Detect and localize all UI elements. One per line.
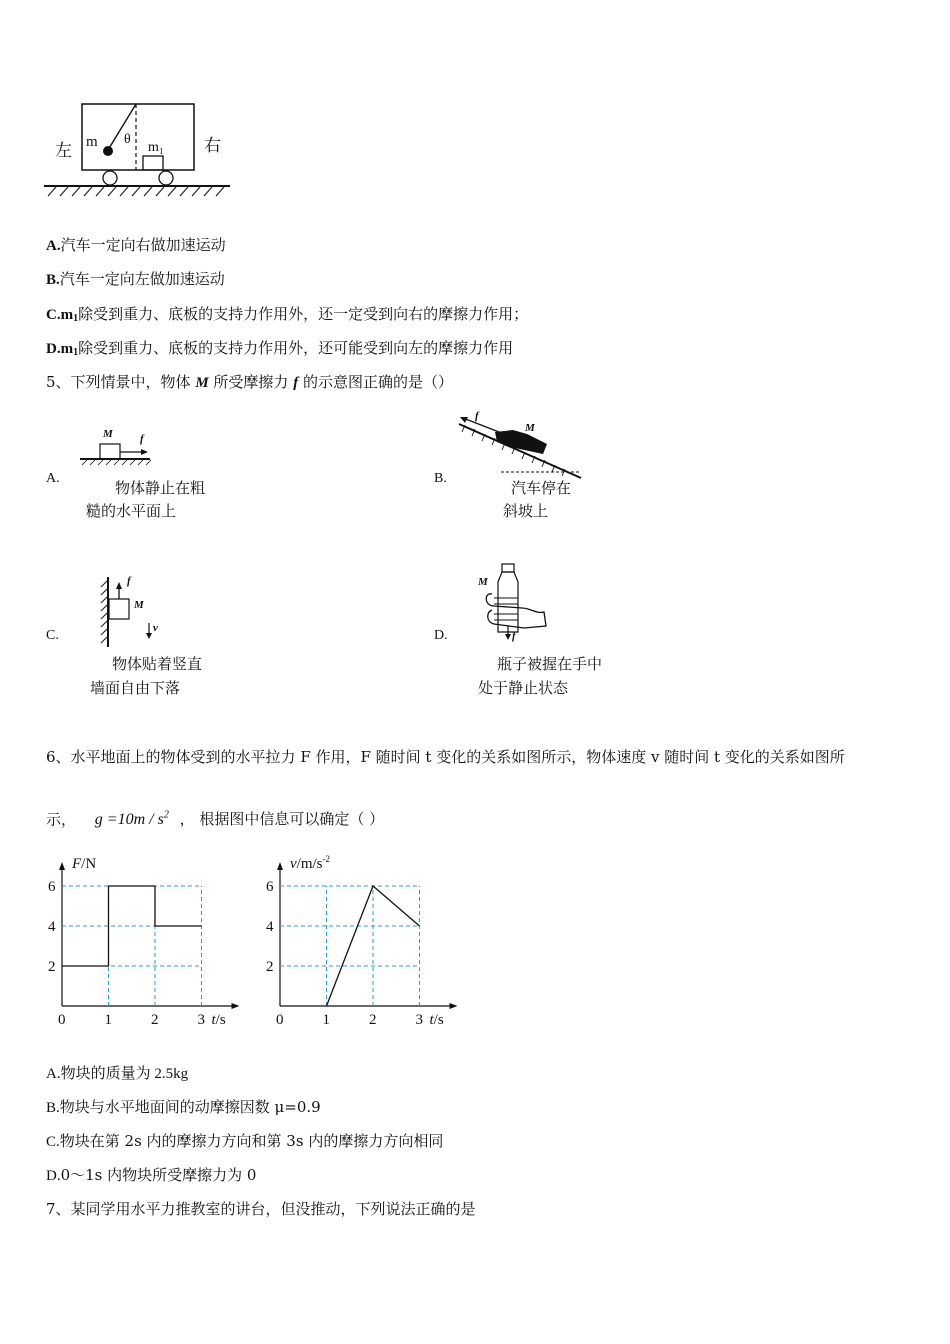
q4-option-b (46, 269, 225, 290)
option-subscript: 1 (73, 347, 79, 358)
x-axis-arrow (450, 1003, 458, 1009)
y-tick-label: 4 (266, 919, 274, 935)
option-key: C. (46, 1134, 60, 1150)
stem-part: 的示意图正确的是（） (298, 373, 453, 391)
y-tick-label: 4 (48, 919, 56, 935)
stem-text: 示， (46, 810, 77, 829)
q5-option-b-caption1: 汽车停在 (511, 479, 572, 497)
x-axis-arrow (232, 1003, 240, 1009)
stem-text: 6、水平地面上的物体受到的水平拉力 F 作用，F 随时间 t 变化的关系如图所示，物体速度 v 随时间 t 变化的关系如图所 (46, 748, 845, 766)
q6-stem-line1 (46, 747, 845, 767)
figure-b-label-f: f (475, 410, 479, 422)
y-axis-label: $v/m/s^{-2}$ (290, 854, 331, 872)
q7-stem (46, 1199, 476, 1219)
q5-option-d-caption1: 瓶子被握在手中 (497, 655, 603, 673)
q6-option-a (46, 1063, 188, 1084)
x-tick-label: 1 (322, 1012, 330, 1028)
figure-c-label-m: M (134, 599, 144, 611)
q5-option-d-key: D. (434, 628, 448, 643)
q6-stem-line2 (46, 806, 384, 830)
figure-a-label-m: M (103, 428, 113, 440)
figure-d-label-m: M (478, 576, 488, 588)
q4-option-c (46, 304, 528, 329)
q5-option-a-caption1: 物体静止在粗 (115, 479, 206, 497)
option-key: B. (46, 1100, 60, 1116)
force-time-chart (40, 848, 255, 1033)
label-theta: θ (124, 132, 131, 147)
option-subscript: 1 (73, 313, 79, 324)
y-tick-label: 2 (266, 959, 274, 975)
q6-option-d (46, 1165, 256, 1186)
x-tick-label: 3 (415, 1012, 423, 1028)
q6-option-c (46, 1131, 443, 1152)
option-text: 汽车一定向左做加速运动 (59, 270, 225, 288)
q5-option-d-caption2: 处于静止状态 (478, 679, 569, 697)
q5-option-c-key: C. (46, 628, 59, 643)
x-axis-label: t/s (429, 1012, 444, 1028)
y-axis-label: F/N (72, 856, 97, 872)
figure-d-label-f: f (512, 630, 516, 642)
option-key: B. (46, 272, 60, 288)
x-tick-label: 0 (58, 1012, 66, 1028)
label-block: m₁ (148, 140, 164, 155)
option-text: 物块的质量为 2.5kg (60, 1066, 189, 1082)
velocity-time-chart (258, 848, 473, 1033)
figure-b-label-m: M (525, 422, 535, 434)
q5-figure-b (455, 410, 585, 482)
stem-var-m: M (195, 375, 209, 391)
stem-var-f: f (293, 375, 299, 391)
label-mass: m (86, 134, 98, 150)
figure-a-label-f: f (140, 433, 144, 445)
series-line (62, 886, 202, 966)
q5-figure-c (94, 575, 174, 650)
y-axis-arrow (277, 862, 283, 870)
q6-option-b (46, 1097, 321, 1118)
x-axis-label: t/s (211, 1012, 226, 1028)
y-axis-arrow (59, 862, 65, 870)
stem-text: 7、某同学用水平力推教室的讲台，但没推动，下列说法正确的是 (46, 1200, 476, 1218)
label-right: 右 (204, 136, 221, 156)
option-text: 汽车一定向右做加速运动 (60, 236, 226, 254)
q5-figure-a (78, 425, 158, 470)
q4-option-d (46, 338, 513, 363)
y-tick-label: 6 (266, 879, 274, 895)
q5-figure-d (474, 562, 554, 647)
option-key: D.m (46, 341, 74, 357)
option-text: 0～1s 内物块所受摩擦力为 0 (60, 1166, 257, 1184)
option-key: A. (46, 1066, 61, 1082)
option-text: 除受到重力、底板的支持力作用外，还可能受到向左的摩擦力作用 (78, 339, 514, 357)
x-tick-label: 1 (104, 1012, 112, 1028)
x-tick-label: 2 (369, 1012, 377, 1028)
label-left: 左 (55, 141, 72, 161)
option-key: A. (46, 238, 61, 254)
y-tick-label: 6 (48, 879, 56, 895)
car-pendulum-figure (44, 98, 244, 208)
stem-part: 5、下列情景中，物体 (46, 373, 196, 391)
q5-option-c-caption1: 物体贴着竖直 (112, 655, 203, 673)
q5-option-b-caption2: 斜坡上 (503, 502, 549, 520)
stem-part: 所受摩擦力 (208, 373, 294, 391)
stem-text: ， 根据图中信息可以确定（ ） (179, 810, 385, 829)
figure-c-label-v: v (153, 622, 158, 634)
figure-c-label-f: f (127, 575, 131, 587)
option-key: D. (46, 1168, 61, 1184)
q5-option-b-key: B. (434, 471, 447, 486)
y-tick-label: 2 (48, 959, 56, 975)
q4-option-a (46, 235, 226, 256)
option-text: 物块在第 2s 内的摩擦力方向和第 3s 内的摩擦力方向相同 (59, 1132, 444, 1150)
q5-option-c-caption2: 墙面自由下落 (90, 679, 181, 697)
q5-stem (46, 372, 453, 393)
q5-option-a-caption2: 糙的水平面上 (86, 502, 177, 520)
x-tick-label: 3 (197, 1012, 205, 1028)
option-key: C.m (46, 307, 74, 323)
gravity-formula: $g =10m / s^2$ (94, 810, 169, 829)
x-tick-label: 0 (276, 1012, 284, 1028)
q5-option-a-key: A. (46, 471, 60, 486)
option-text: 物块与水平地面间的动摩擦因数 μ=0.9 (59, 1098, 321, 1116)
x-tick-label: 2 (151, 1012, 159, 1028)
option-text: 除受到重力、底板的支持力作用外，还一定受到向右的摩擦力作用； (78, 305, 529, 323)
